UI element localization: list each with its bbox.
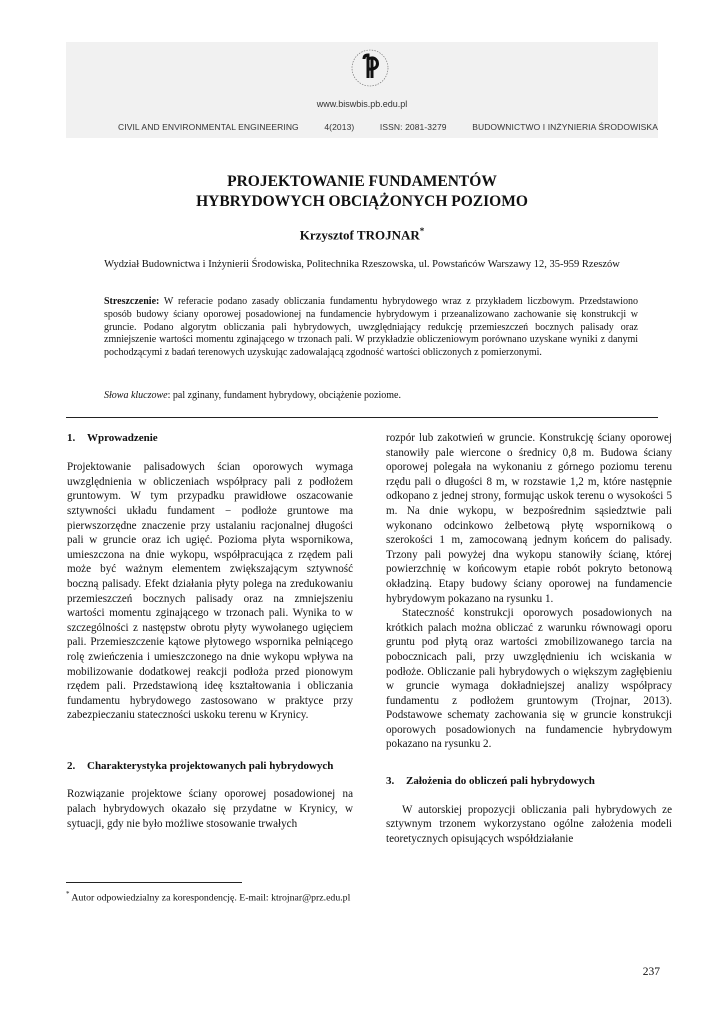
column-right (386, 431, 672, 846)
journal-issue: 4(2013) (324, 122, 355, 132)
footnote-text: Autor odpowiedzialny za korespondencję. E-mail: ktrojnar@prz.edu.pl (69, 892, 351, 904)
keywords-label: Słowa kluczowe (104, 390, 168, 401)
affiliation: Wydział Budownictwa i Inżynierii Środowiska, Politechnika Rzeszowska, ul. Powstańców Warszawy 12, 35-959 Rzeszów (104, 259, 620, 270)
section-1-number: 1. (67, 432, 76, 444)
section-1-heading (67, 431, 353, 446)
section-2-paragraph-2: Stateczność konstrukcji oporowych posadowionych na krótkich palach można obliczać z warunku równowagi oporu gruntu pod płytą oraz wartości zmobilizowanego tarcia na pobocznicach pali, przy uwzględnieniu ich wciskania w podłoże. Obliczanie pali hybrydowych o większym zagłębieniu w gruncie wymaga dokładniejszej analizy współpracy fundamentu z podłożem gruntowym (Trojnar, 2013). Podstawowe schematy zachowania się w gruncie konstrukcji oporowych posadowionych na fundamencie hybrydowym pokazano na rysunku 2. (386, 607, 672, 751)
university-seal-icon (350, 48, 390, 88)
section-2-number: 2. (67, 759, 76, 772)
author (0, 226, 724, 243)
author-name: Krzysztof TROJNAR (299, 227, 420, 243)
journal-issn: ISSN: 2081-3279 (379, 122, 447, 132)
title-line-2: HYBRYDOWYCH OBCIĄŻONYCH POZIOMO (196, 193, 528, 210)
section-3-number: 3. (386, 775, 395, 788)
journal-info-line (118, 122, 658, 132)
page-number: 237 (642, 966, 660, 978)
author-footnote-mark: * (419, 226, 425, 236)
footnote (66, 888, 658, 904)
section-1-title: Wprowadzenie (87, 432, 158, 444)
section-2-heading (67, 759, 353, 774)
abstract (104, 296, 638, 360)
abstract-label: Streszczenie: (104, 296, 160, 307)
section-2-paragraph: Rozwiązanie projektowe ściany oporowej posadowionej na palach hybrydowych okazało się przydatne w Krynicy, w sytuacji, gdy nie było możliwe stosowanie trwałych (67, 788, 353, 830)
section-divider (66, 417, 658, 418)
abstract-text: W referacie podano zasady obliczania fundamentu hybrydowego wraz z przykładem liczbowym. Przedstawiono sposób budowy ściany oporowej posadowionej na fundamencie hybrydowym i przeanalizowano zachowanie się konstrukcji w gruncie. Podano algorytm obliczania pali hybrydowych, uwzględniający redukcję przemieszczeń bocznych palisady oraz zmniejszenie wartości momentu zginającego w trzonach pali. W przykładzie obliczeniowym porównano uzyskane wyniki z danymi pochodzącymi z badań terenowych uzyskując zadowalającą zgodność wartości obliczonych z pomierzonymi. (104, 296, 638, 359)
title-line-1: PROJEKTOWANIE FUNDAMENTÓW (227, 173, 497, 190)
journal-name-en: CIVIL AND ENVIRONMENTAL ENGINEERING (118, 122, 299, 132)
keywords (104, 389, 638, 402)
section-3-heading (386, 774, 672, 789)
section-1-paragraph: Projektowanie palisadowych ścian oporowych wymaga uwzględnienia w obliczeniach współpracy pali z podłożem gruntowym. W tym przypadku prawidłowe oszacowanie sztywności układu fundament − podłoże gruntowe ma pierwszorzędne znaczenie przy ustalaniu racjonalnej długości pali w gruncie oraz ich ugięć. Pozioma płyta wspornikowa, umieszczona na dnie wykopu, współpracująca z rzędem pali może być ważnym elementem zwiększającym sztywność boczną palisady. Efekt działania płyty polega na zredukowaniu przemieszczeń bocznych palisady oraz na zmniejszeniu wartości momentu zginającego w trzonach pali. Wynika to w szczególności z następstw obrotu płyty wywołanego ugięciem pali. Przemieszczenie kątowe płytowego wspornika pełniącego rolę zwieńczenia i umieszczonego na dnie wykopu wpływa na mobilizowanie dodatkowej reakcji podłoża przed pionowym rzędem pali. Przedstawioną ideę kształtowania i obliczania fundamentu hybrydowego zastosowano w praktyce przy zabezpieczaniu stateczności uskoku terenu w Krynicy. (67, 461, 353, 722)
journal-name-pl: BUDOWNICTWO I INŻYNIERIA ŚRODOWISKA (472, 122, 658, 132)
section-3-paragraph: W autorskiej propozycji obliczania pali hybrydowych ze sztywnym trzonem wykorzystano ogólne założenia modeli teoretycznych opisujących współdziałanie (386, 803, 672, 845)
article-title (0, 172, 724, 212)
section-2-paragraph-continued: rozpór lub zakotwień w gruncie. Konstrukcję ściany oporowej stanowiły pale wiercone o średnicy 0,8 m. Budowa ściany oporowej polegała na wykonaniu z górnego poziomu terenu rzędu pali o długości 8 m, w rozstawie 1,2 m, które następnie odkopano z jednej strony, formując uskok terenu o wysokości 5 m. Na dnie wykopu, w bezpośrednim sąsiedztwie pali wykonano odcinkowo żelbetową płytę wspornikową o szerokości 1 m, zamocowaną jednym końcem do palisady. Trzony pali powyżej dna wykopu stanowiły ścianę, której powierzchnię w końcowym etapie robót pokryto betonową okładziną. Etapy budowy ściany oporowej na fundamencie hybrydowym pokazano na rysunku 1. (386, 432, 672, 605)
footnote-mark: * (66, 890, 70, 898)
site-url: www.biswbis.pb.edu.pl (316, 99, 408, 109)
section-3-title: Założenia do obliczeń pali hybrydowych (406, 775, 595, 788)
keywords-text: : pal zginany, fundament hybrydowy, obciążenie poziome. (167, 390, 401, 401)
footnote-rule (66, 882, 242, 883)
section-2-title: Charakterystyka projektowanych pali hybrydowych (87, 759, 334, 772)
column-left (67, 431, 353, 831)
